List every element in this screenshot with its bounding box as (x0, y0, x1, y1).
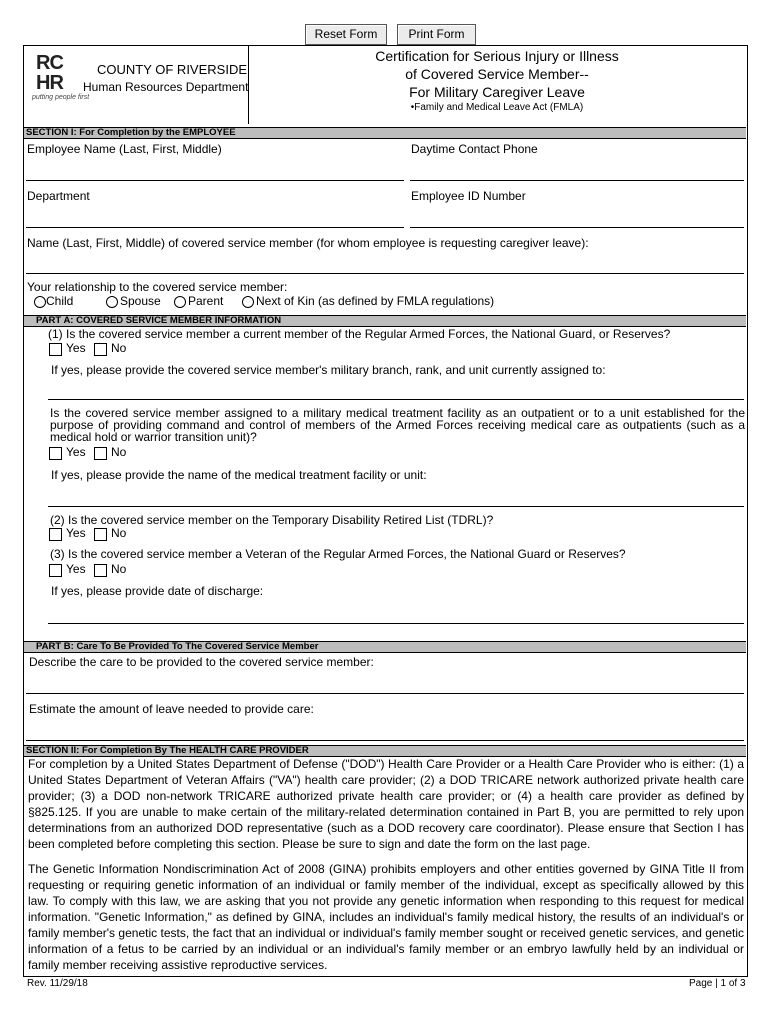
section2-heading: SECTION II: For Completion By The HEALTH CARE PROVIDER (24, 745, 746, 757)
section2-paragraph1: For completion by a United States Department of Defense ("DOD") Health Care Provider or a Health Care Provider who is either: (1) a United States Department of Veteran Affairs ("VA") health care provider; (2) a DOD TRICARE network authorized private health care provider; (3) a DOD non-network TRICARE authorized private health care provider; or (4) a health care provider as defined by §825.125. If you are unable to make certain of the military-related determination contained in Part B, you are permitted to rely upon determinations from an authorized DOD representative (such as a DOD recovery care coordinator). Please ensure that Section I has been completed before completing this section. Please be sure to sign and date the form on the last page. (28, 757, 744, 851)
employee-name-field[interactable] (26, 180, 404, 181)
member-name-field[interactable] (26, 273, 744, 274)
relationship-label: Your relationship to the covered service member: (27, 280, 288, 294)
q1b-yes-label: Yes (66, 445, 86, 459)
q1-yes-checkbox[interactable] (49, 343, 62, 356)
q3-yes-checkbox[interactable] (49, 564, 62, 577)
q1-followup-label: If yes, please provide the covered service member's military branch, rank, and unit currently assigned to: (51, 363, 606, 377)
department-label: Department (27, 189, 90, 203)
estimate-leave-label: Estimate the amount of leave needed to provide care: (29, 702, 314, 716)
q1b-yes-checkbox[interactable] (49, 447, 62, 460)
treatment-facility-field[interactable] (48, 506, 744, 507)
q2-yes-label: Yes (66, 526, 86, 540)
describe-care-field[interactable] (26, 693, 744, 694)
q1b-no-checkbox[interactable] (94, 447, 107, 460)
section2-paragraph2-gina: The Genetic Information Nondiscrimination Act of 2008 (GINA) prohibits employers and other entities governed by GINA Title II from requesting or requiring genetic information of an individual or family member of the individual, except as specifically allowed by this law. To comply with this law, we are asking that you not provide any genetic information when responding to this request for medical information. "Genetic Information," as defined by GINA, includes an individual's family medical history, the results of an individual's or family member's genetic tests, the fact that an individual or individual's family member sought or received genetic services, and genetic information of a fetus to be carried by an individual or an individual's family member or an embryo lawfully held by an individual or family member receiving assistive reproductive services. (28, 862, 744, 972)
q1-no-label: No (111, 341, 127, 355)
member-name-label: Name (Last, First, Middle) of covered service member (for whom employee is requesting caregiver leave): (27, 236, 589, 250)
q1-text: (1) Is the covered service member a current member of the Regular Armed Forces, the National Guard, or Reserves? (48, 327, 671, 341)
q1b-no-label: No (111, 445, 127, 459)
employee-id-field[interactable] (410, 227, 744, 228)
page-number: Page | 1 of 3 (689, 978, 746, 989)
phone-label: Daytime Contact Phone (411, 142, 538, 156)
employee-id-label: Employee ID Number (411, 189, 526, 203)
relationship-spouse-radio[interactable] (106, 296, 118, 308)
q1-no-checkbox[interactable] (94, 343, 107, 356)
department-field[interactable] (26, 227, 404, 228)
q2-no-label: No (111, 526, 127, 540)
relationship-parent-radio[interactable] (174, 296, 186, 308)
q3-followup-label: If yes, please provide date of discharge: (51, 584, 264, 598)
employee-name-label: Employee Name (Last, First, Middle) (27, 142, 222, 156)
q3-no-label: No (111, 562, 127, 576)
q3-yes-label: Yes (66, 562, 86, 576)
form-title: Certification for Serious Injury or Illness of Covered Service Member-- For Military Caregiver Leave •Family and Medical Leave Act (FMLA) (375, 48, 619, 113)
relationship-parent-label: Parent (188, 294, 224, 308)
relationship-child-label: Child (46, 294, 74, 308)
q1b-text: Is the covered service member assigned to a military medical treatment facility as an outpatient or to a unit established for the purpose of providing command and control of members of the Armed Forces receiving medical care as outpatients (such as a medical hold or warrior transition unit)? (50, 406, 745, 444)
section1-heading: SECTION I: For Completion by the EMPLOYEE (24, 127, 746, 139)
q2-yes-checkbox[interactable] (49, 528, 62, 541)
revision-date: Rev. 11/29/18 (27, 978, 88, 989)
q1-yes-label: Yes (66, 341, 86, 355)
relationship-next-of-kin-label: Next of Kin (as defined by FMLA regulations) (256, 294, 495, 308)
relationship-next-of-kin-radio[interactable] (242, 296, 254, 308)
print-form-button[interactable]: Print Form (397, 24, 476, 45)
partA-heading: PART A: COVERED SERVICE MEMBER INFORMATION (24, 315, 746, 327)
describe-care-label: Describe the care to be provided to the covered service member: (29, 655, 374, 669)
county-name: COUNTY OF RIVERSIDE (97, 62, 248, 77)
partB-heading: PART B: Care To Be Provided To The Covered Service Member (24, 641, 746, 653)
q1b-followup-label: If yes, please provide the name of the medical treatment facility or unit: (51, 468, 427, 482)
discharge-date-field[interactable] (48, 623, 744, 624)
reset-form-button[interactable]: Reset Form (305, 24, 387, 45)
phone-field[interactable] (410, 180, 744, 181)
military-branch-field[interactable] (48, 399, 744, 400)
q2-text: (2) Is the covered service member on the Temporary Disability Retired List (TDRL)? (50, 513, 494, 527)
rchr-logo: RC HR putting people first (32, 52, 90, 101)
hr-department-name: Human Resources Department (83, 80, 249, 94)
q3-text: (3) Is the covered service member a Veteran of the Regular Armed Forces, the National Guard or Reserves? (50, 547, 626, 561)
q3-no-checkbox[interactable] (94, 564, 107, 577)
relationship-spouse-label: Spouse (120, 294, 161, 308)
estimate-leave-field[interactable] (26, 740, 744, 741)
relationship-child-radio[interactable] (34, 296, 46, 308)
q2-no-checkbox[interactable] (94, 528, 107, 541)
